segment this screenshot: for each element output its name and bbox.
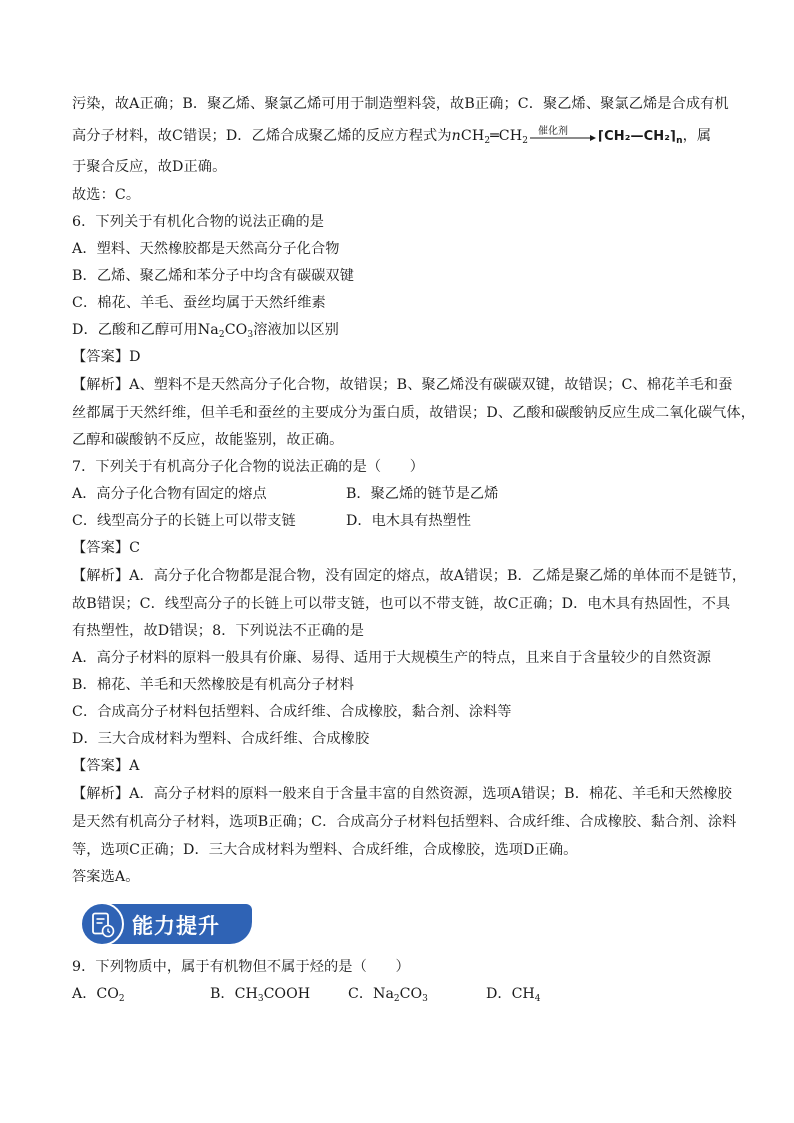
subscript: 2 (522, 136, 529, 146)
option-c-text: C．Na (348, 986, 394, 1002)
question-8-analysis-1: 【解析】A．高分子材料的原料一般来自于含量丰富的自然资源，选项A错误；B．棉花、羊毛和天然橡胶 (72, 786, 732, 802)
bracket-close: ⌉ (670, 129, 677, 144)
document-clock-icon (80, 902, 124, 946)
subscript: 4 (534, 994, 541, 1004)
question-7-analysis-1: 【解析】A．高分子化合物都是混合物，没有固定的熔点，故A错误；B．乙烯是聚乙烯的单体而不是链节， (72, 568, 747, 584)
section-title: 能力提升 (132, 914, 220, 938)
question-9-stem: 9．下列物质中，属于有机物但不属于烃的是（ ） (72, 959, 410, 975)
question-6-analysis-1: 【解析】A、塑料不是天然高分子化合物，故错误；B、聚乙烯没有碳碳双键，故错误；C、棉花羊毛和蚕 (72, 377, 733, 393)
question-8-option-a: A．高分子材料的原料一般具有价廉、易得、适用于大规模生产的特点，且来自于含量较少的自然资源 (72, 650, 711, 666)
analysis-5-line-2 (72, 126, 711, 147)
option-d-text: D．乙酸和乙醇可用Na (72, 322, 219, 338)
question-6-option-c: C．棉花、羊毛、蚕丝均属于天然纤维素 (72, 295, 326, 311)
question-6-analysis-2: 丝都属于天然纤维，但羊毛和蚕丝的主要成分为蛋白质，故错误；D、乙酸和碳酸钠反应生成二氧化碳气体， (72, 405, 755, 421)
option-b-text: B．CH (210, 986, 258, 1002)
option-b-tail: COOH (263, 986, 311, 1002)
question-8-option-c: C．合成高分子材料包括塑料、合成纤维、合成橡胶，黏合剂、涂料等 (72, 704, 512, 720)
question-6-stem: 6．下列关于有机化合物的说法正确的是 (72, 214, 325, 230)
question-7-option-c: C．线型高分子的长链上可以带支链 (72, 513, 296, 529)
analysis-5-line-3: 于聚合反应，故D正确。 (72, 159, 227, 175)
question-6-analysis-3: 乙醇和碳酸钠不反应，故能鉴别，故正确。 (72, 432, 344, 448)
analysis-5-line-2-end: ，属 (682, 128, 712, 144)
question-6-option-b: B．乙烯、聚乙烯和苯分子中均含有碳碳双键 (72, 268, 354, 284)
option-d-text: D．CH (486, 986, 535, 1002)
polymer-unit: CH₂—CH₂ (604, 129, 671, 144)
catalyst-label: 催化剂 (538, 126, 569, 137)
question-8-option-b: B．棉花、羊毛和天然橡胶是有机高分子材料 (72, 677, 354, 693)
question-9-option-a (72, 984, 125, 1004)
reactant-eq: ═CH (490, 128, 523, 144)
bracket-open: ⌈ (598, 129, 605, 144)
polymer-n: n (676, 136, 683, 146)
question-6-answer: 【答案】D (72, 349, 141, 365)
question-7-option-a: A．高分子化合物有固定的熔点 (72, 486, 267, 502)
option-d-formula: CO (224, 322, 248, 338)
option-c-formula: CO (399, 986, 423, 1002)
question-8-analysis-3: 等，选项C正确；D．三大合成材料为塑料、合成纤维，合成橡胶，选项D正确。 (72, 842, 578, 858)
question-8-conclusion: 答案选A。 (72, 869, 140, 885)
question-8-analysis-2: 是天然有机高分子材料，选项B正确；C．合成高分子材料包括塑料、合成纤维、合成橡胶、黏合剂、涂料 (72, 814, 737, 830)
subscript: 2 (393, 994, 400, 1004)
reaction-arrow (530, 126, 596, 146)
question-9-option-d (486, 984, 541, 1004)
subscript: 3 (422, 994, 428, 1004)
question-7-option-d: D．电木具有热塑性 (346, 513, 471, 529)
question-7-option-b: B．聚乙烯的链节是乙烯 (346, 486, 499, 502)
question-6-option-a: A．塑料、天然橡胶都是天然高分子化合物 (72, 241, 340, 257)
option-a-text: A．CO (72, 986, 119, 1002)
subscript: 2 (218, 330, 225, 340)
question-8-option-d: D．三大合成材料为塑料、合成纤维、合成橡胶 (72, 731, 370, 747)
question-6-option-d (72, 320, 339, 340)
question-9-option-b (210, 984, 310, 1004)
subscript: 2 (118, 994, 125, 1004)
degree-n: n (451, 128, 461, 144)
subscript: 3 (247, 330, 254, 340)
analysis-5-line-2-text: 高分子材料，故C错误；D．乙烯合成聚乙烯的反应方程式为 (72, 128, 452, 144)
question-9-option-c (348, 984, 428, 1004)
question-7-analysis-2: 故B错误；C．线型高分子的长链上可以带支链，也可以不带支链，故C正确；D．电木具有热固性，不具 (72, 596, 731, 612)
question-8-answer: 【答案】A (72, 758, 140, 774)
document-clock-icon-svg (91, 912, 115, 938)
subscript: 2 (484, 136, 491, 146)
section-banner (80, 902, 256, 946)
subscript: 3 (257, 994, 264, 1004)
analysis-5-conclusion: 故选：C。 (72, 187, 141, 203)
question-7-answer: 【答案】C (72, 540, 141, 556)
question-7-analysis-3: 有热塑性，故D错误；8．下列说法不正确的是 (72, 623, 365, 639)
polymer-product (598, 129, 683, 144)
analysis-5-line-1: 污染，故A正确；B．聚乙烯、聚氯乙烯可用于制造塑料袋，故B正确；C．聚乙烯、聚氯乙烯是合成有机 (72, 96, 729, 112)
arrow-icon (530, 134, 596, 142)
question-7-stem: 7．下列关于有机高分子化合物的说法正确的是（ ） (72, 459, 425, 475)
option-d-tail: 溶液加以区别 (253, 322, 339, 338)
reactant-ch: CH (460, 128, 485, 144)
